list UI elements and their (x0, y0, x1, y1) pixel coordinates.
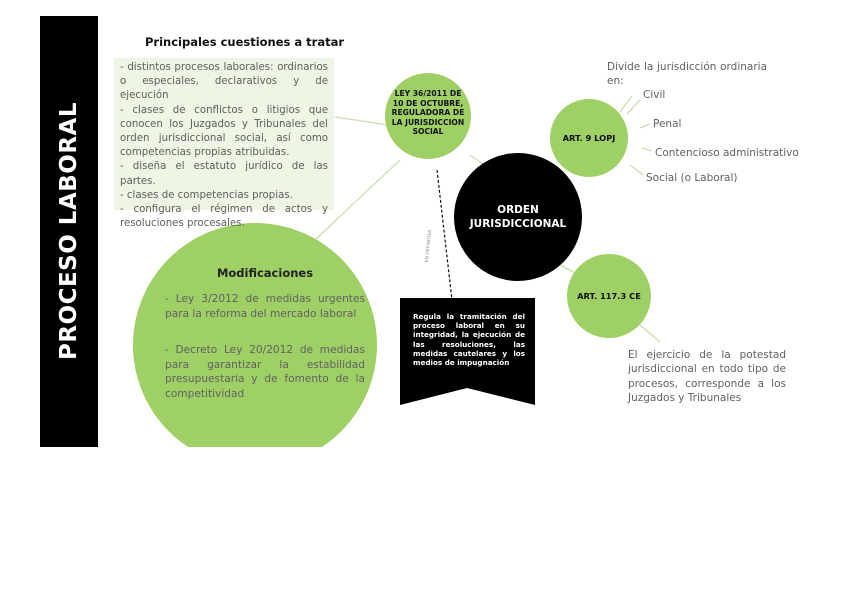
main-title: PROCESO LABORAL (56, 101, 82, 361)
topics-box (114, 58, 334, 230)
topic-item: - distintos procesos laborales: ordinarios o especiales, declarativos y de ejecución (120, 62, 328, 102)
ce-label: ART. 117.3 CE (577, 291, 641, 301)
modificaciones-content (165, 266, 365, 401)
branch-contencioso: Contencioso administrativo (655, 147, 799, 159)
connector-label: EN DEFINITIVA (425, 229, 434, 263)
connector-lopj-contencioso (642, 148, 652, 151)
branch-social: Social (o Laboral) (646, 172, 738, 184)
branch-penal: Penal (653, 118, 682, 130)
connector-lopj-social (630, 165, 643, 175)
topic-item: - configura el régimen de actos y resoluciones procesales. (120, 204, 328, 230)
topic-item: - diseña el estatuto jurídico de las partes. (120, 161, 328, 187)
center-label: ORDEN JURISDICCIONAL (469, 204, 567, 230)
connector-topics-ley (335, 117, 388, 125)
divide-text: Divide la jurisdicción ordinaria en: (607, 61, 767, 87)
connector-ley-ribbon (437, 170, 452, 300)
potestad-text: El ejercicio de la potestad jurisdiccional en todo tipo de procesos, corresponde a los Juzgados y Tribunales (628, 349, 786, 404)
connector-lopj-civil (627, 100, 640, 114)
modificaciones-title: Modificaciones (216, 266, 314, 280)
ribbon-text: Regula la tramitación del proceso laboral en su integridad, la ejecución de las resoluciones, las medidas cautelares y los medios de impugnación (413, 312, 525, 368)
topics-heading: Principales cuestiones a tratar (145, 35, 345, 49)
modificacion-item: - Ley 3/2012 de medidas urgentes para la reforma del mercado laboral (165, 293, 365, 320)
topic-item: - clases de conflictos o litigios que conocen los Juzgados y Tribunales del orden jurisdiccional social, así como competencias propias atribuidas. (120, 104, 328, 159)
connector-ce-text (640, 325, 660, 342)
ley-label: LEY 36/2011 DE 10 DE OCTUBRE, REGULADORA DE LA JURISDICCION SOCIAL (391, 89, 465, 137)
connector-lopj-penal (640, 124, 650, 128)
modificacion-item: - Decreto Ley 20/2012 de medidas para garantizar la estabilidad presupuestaria y de fomento de la competitividad (165, 344, 365, 400)
lopj-label: ART. 9 LOPJ (562, 133, 616, 143)
branch-civil: Civil (643, 89, 666, 101)
topic-item: - clases de competencias propias. (120, 189, 293, 201)
